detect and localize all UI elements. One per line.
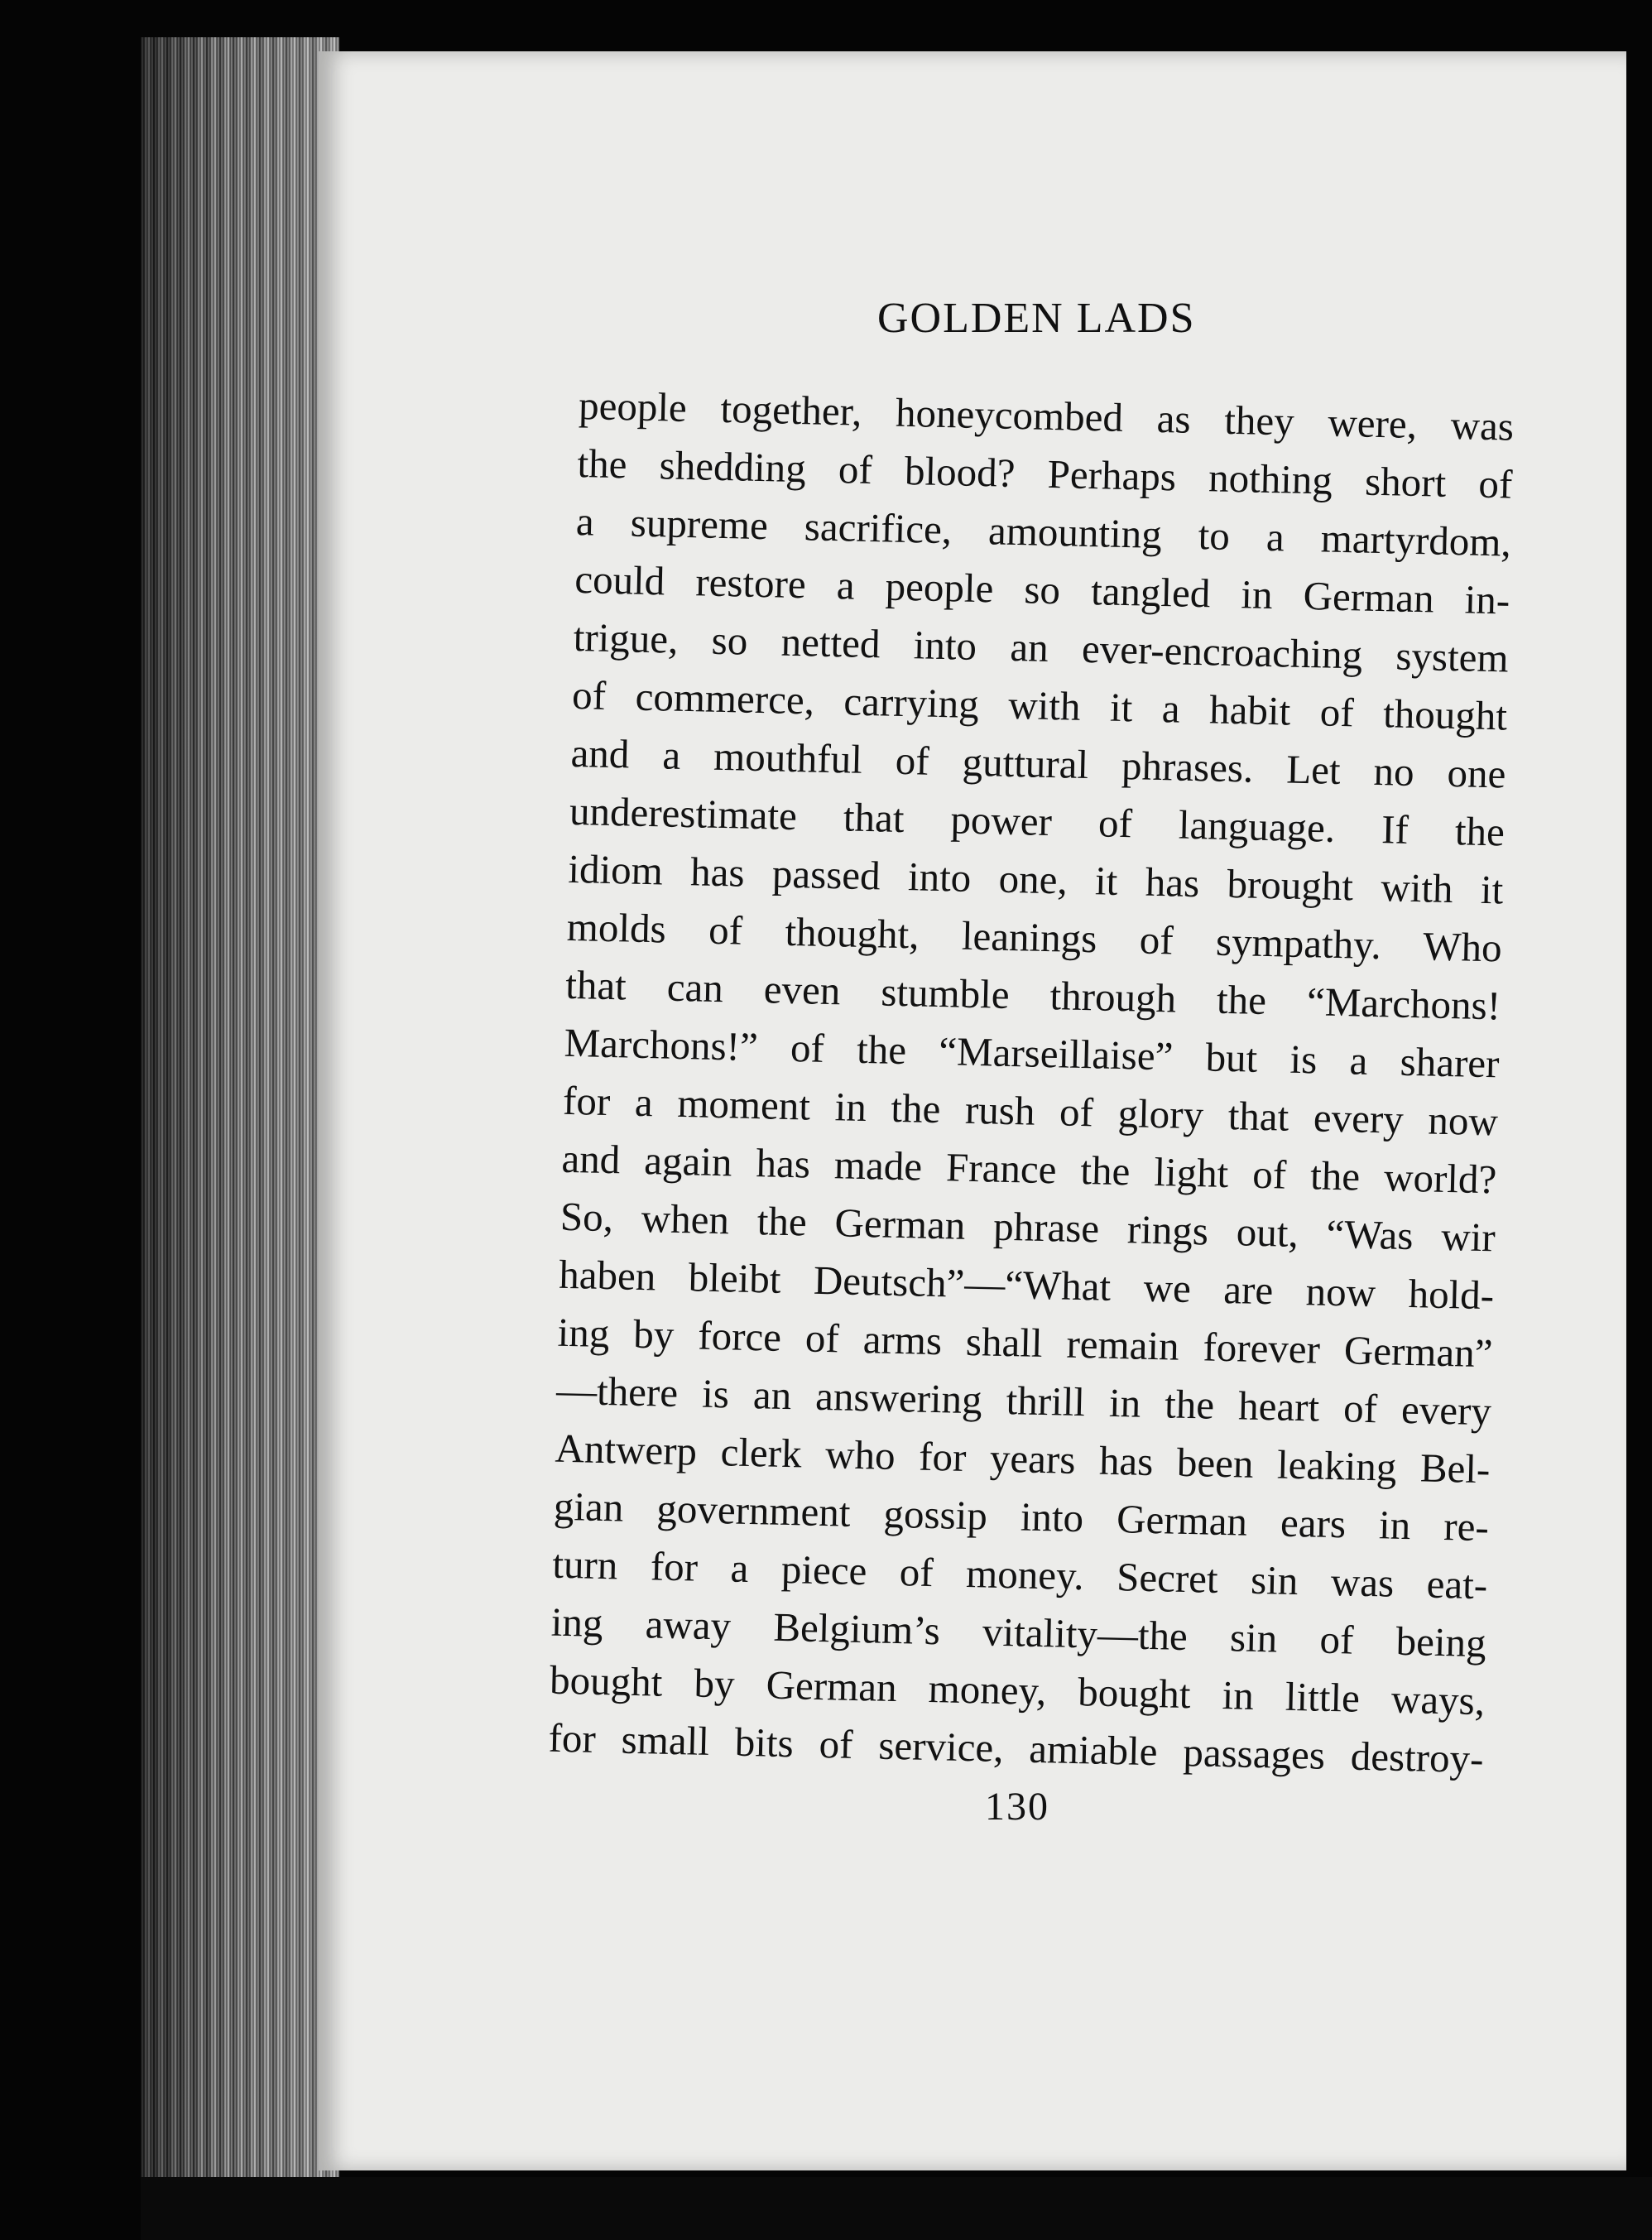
text-line: Marchons!” of the “Marseillaise” but is a sharer xyxy=(564,1019,1501,1087)
scan-bottom-border xyxy=(141,2177,1652,2240)
text-line: bought by German money, bought in little ways, xyxy=(549,1656,1486,1724)
text-line: Antwerp clerk who for years has been leaking Bel- xyxy=(555,1425,1491,1493)
text-line: underestimate that power of language. If the xyxy=(569,787,1506,855)
page-number: 130 xyxy=(985,1785,1049,1829)
page-fore-edge xyxy=(141,37,339,2190)
text-line: could restore a people so tangled in German in- xyxy=(574,555,1510,623)
text-line: and a mouthful of guttural phrases. Let no one xyxy=(570,729,1507,797)
text-line: So, when the German phrase rings out, “Was wir xyxy=(559,1193,1496,1261)
text-line: for small bits of service, amiable passages destroy- xyxy=(548,1714,1485,1782)
text-line: idiom has passed into one, it has brought with it xyxy=(567,845,1504,913)
text-line: molds of thought, leanings of sympathy. Who xyxy=(566,903,1503,971)
text-line: for a moment in the rush of glory that every now xyxy=(562,1077,1499,1145)
body-text xyxy=(548,377,1515,1788)
text-line: trigue, so netted into an ever-encroaching system xyxy=(573,613,1510,681)
text-line: the shedding of blood? Perhaps nothing short of xyxy=(577,440,1513,507)
running-head: GOLDEN LADS xyxy=(877,295,1196,342)
text-line: —there is an answering thrill in the heart of every xyxy=(555,1367,1492,1435)
text-line: and again has made France the light of the world? xyxy=(560,1135,1497,1203)
text-line: turn for a piece of money. Secret sin was eat- xyxy=(551,1541,1488,1608)
text-line-part: that can even stumble through the “Marchons! xyxy=(564,961,1501,1029)
text-line: haben bleibt Deutsch”—“What we are now hold- xyxy=(558,1251,1495,1319)
text-line: gian government gossip into German ears in re- xyxy=(553,1483,1490,1550)
text-line: of commerce, carrying with it a habit of thought xyxy=(571,671,1508,739)
text-line: a supreme sacrifice, amounting to a martyrdom, xyxy=(575,498,1512,565)
text-line: people together, honeycombed as they were, was xyxy=(578,382,1515,449)
text-line: ing by force of arms shall remain forever German” xyxy=(557,1309,1494,1377)
text-line: ing away Belgium’s vitality—the sin of being xyxy=(550,1598,1487,1666)
